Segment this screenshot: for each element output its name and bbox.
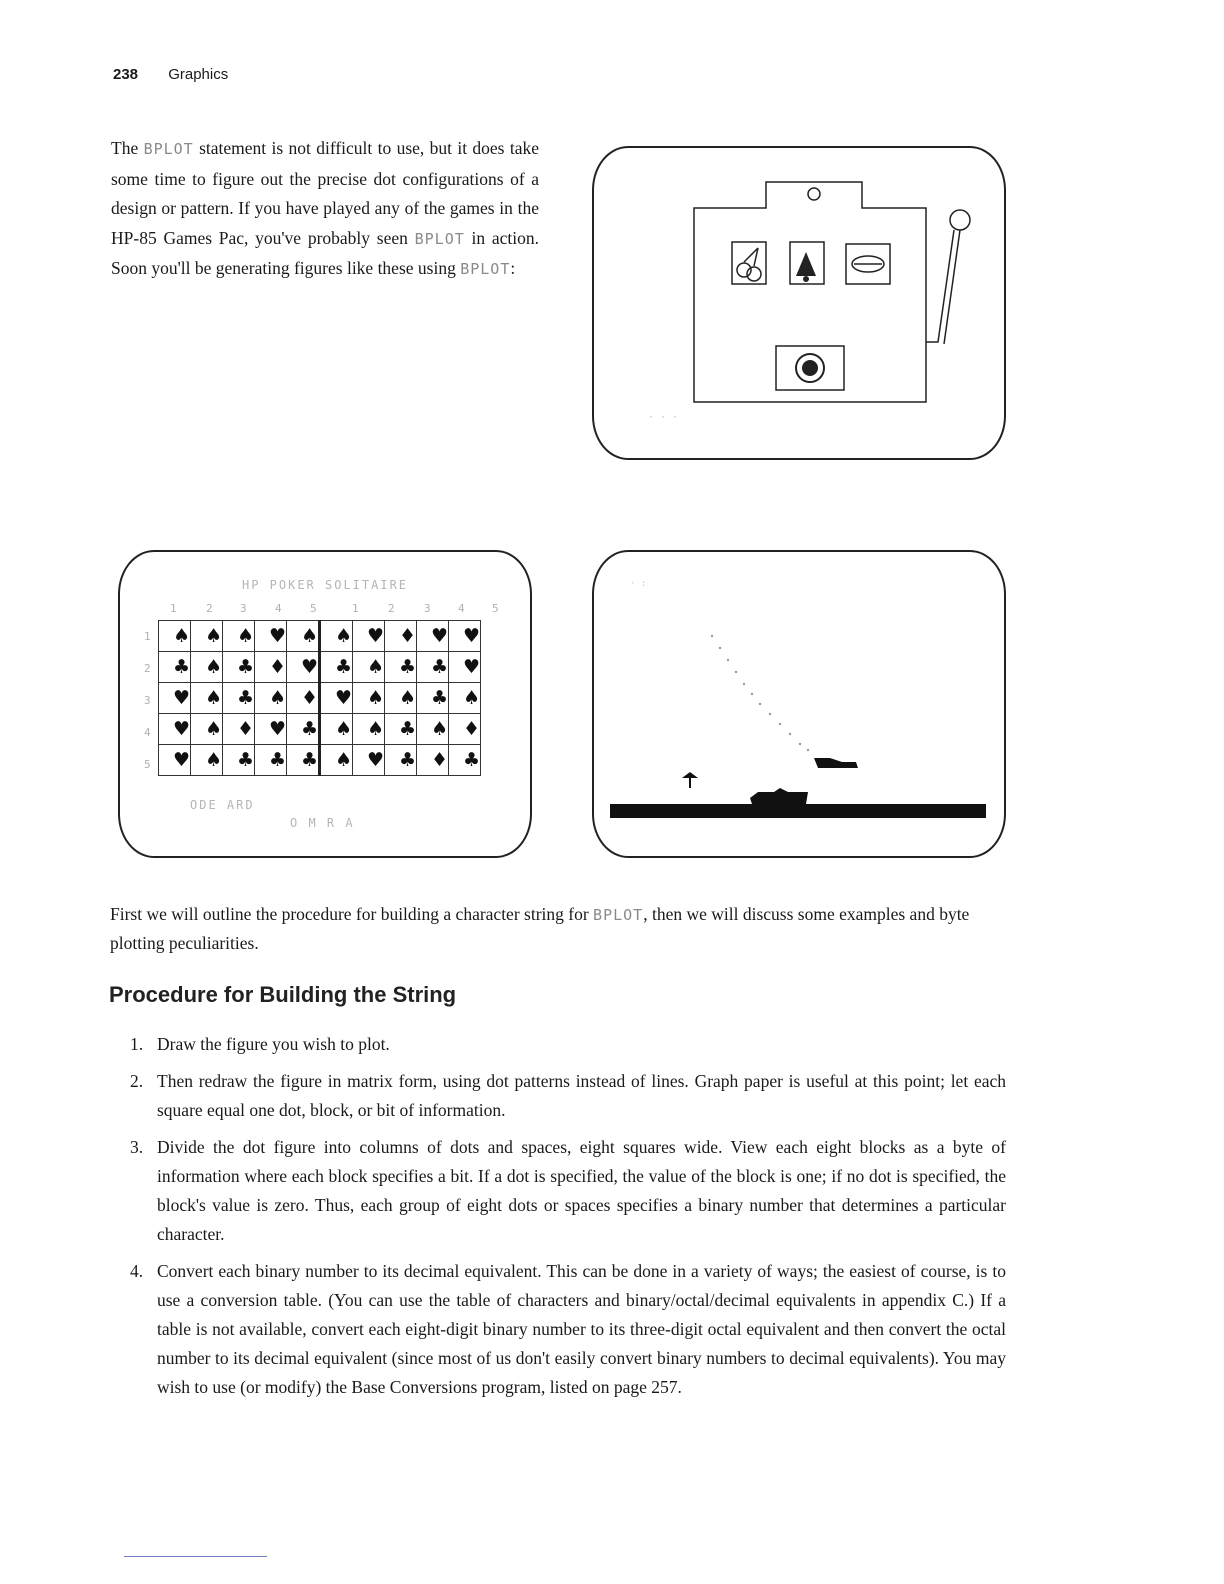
card-cell: ♠ [223,621,255,652]
bell-icon [796,252,816,276]
list-item [110,1257,1006,1402]
card-cell: ♥ [353,621,385,652]
col-number: 2 [206,602,213,615]
bplot-keyword: BPLOT [414,229,465,248]
card-cell: ♣ [159,652,191,683]
card-cell: ♣ [255,745,287,776]
card-cell: ♠ [191,714,223,745]
col-number: 3 [424,602,431,615]
col-number: 1 [170,602,177,615]
card-cell: ♦ [287,683,320,714]
card-cell: ♠ [191,621,223,652]
faint-score: · : [630,579,647,589]
bplot-keyword: BPLOT [143,140,194,158]
col-number: 1 [352,602,359,615]
page-number: 238 [113,66,139,83]
faint-score: · · · [648,412,679,423]
enemy-ship-icon [814,758,858,768]
col-number: 4 [458,602,465,615]
card-cell: ♣ [287,745,320,776]
card-cell: ♦ [417,745,449,776]
card-cell: ♦ [449,714,481,745]
footnote-rule [124,1556,267,1557]
card-cell: ♥ [353,745,385,776]
lever-knob [950,210,970,230]
card-cell: ♠ [255,683,287,714]
poker-solitaire-screen [118,550,532,858]
slot-coin-slot [808,188,820,200]
col-number: 4 [275,602,282,615]
chapter-title: Graphics [168,66,229,83]
poker-footer-bottom: O M R A [290,816,355,830]
card-cell: ♣ [449,745,481,776]
list-item [110,1133,1006,1249]
bplot-keyword: BPLOT [460,260,511,278]
table-row [159,683,481,714]
row-number: 1 [144,630,151,643]
list-item [110,1030,1006,1059]
shell-trajectory [711,635,809,751]
card-cell: ♦ [385,621,417,652]
card-cell: ♣ [287,714,320,745]
page-header [113,66,228,83]
intro-text-1: The [111,138,144,158]
step-text: Divide the dot figure into columns of dots and spaces, eight squares wide. View each eight blocks as a byte of information where each block specifies a bit. If a dot is specified, the value of the block is one; if no dot is specified, the block's value is zero. Thus, each group of eight dots or spaces specifies a binary number that determines a particular character. [157,1137,1006,1244]
table-row [159,652,481,683]
slot-machine-screen [592,146,1006,460]
card-cell: ♥ [449,652,481,683]
card-cell: ♣ [320,652,353,683]
step-text: Convert each binary number to its decimal equivalent. This can be done in a variety of ways; the easiest of course, is to use a conversion table. (You can use the table of characters and binary/octal/decimal equivalents in appendix C.) If a table is not available, convert each eight-digit binary number to its three-digit octal equivalent and then convert the octal number to its decimal equivalent (since most of us don't easily convert binary numbers to decimal equivalents). You may wish to use (or modify) the Base Conversions program, listed on page 257. [157,1261,1006,1397]
poker-title: HP POKER SOLITAIRE [241,578,409,592]
intro-text-2: statement is not difficult to use, but it does take some time to figure out the precise dot configurations of a design or pattern. If you have played any of the games in the HP-85 Games Pac, you've probably seen [111,138,539,248]
card-cell: ♥ [320,683,353,714]
intro-text-4: : [510,258,516,278]
card-cell: ♣ [385,714,417,745]
card-cell: ♠ [353,652,385,683]
row-number: 4 [144,726,151,739]
card-cell: ♥ [255,621,287,652]
col-number: 5 [310,602,317,615]
list-item [110,1067,1006,1125]
card-cell: ♠ [449,683,481,714]
row-number: 2 [144,662,151,675]
step-text: Then redraw the figure in matrix form, using dot patterns instead of lines. Graph paper is useful at this point; let each square equal one dot, block, or bit of information. [157,1071,1006,1120]
body-text-1: First we will outline the procedure for building a character string for [110,904,594,924]
slot-machine-figure [594,148,1004,458]
body-paragraph [110,900,1010,957]
card-cell: ♣ [417,683,449,714]
poker-footer-left: ODE ARD [190,798,255,812]
step-text: Draw the figure you wish to plot. [157,1034,390,1054]
card-cell: ♣ [223,745,255,776]
card-cell: ♣ [385,652,417,683]
row-number: 5 [144,758,151,771]
card-cell: ♠ [191,683,223,714]
card-cell: ♠ [191,652,223,683]
card-cell: ♣ [223,652,255,683]
card-cell: ♠ [287,621,320,652]
card-cell: ♦ [255,652,287,683]
card-cell: ♠ [320,714,353,745]
step-number: 2. [130,1071,144,1091]
card-cell: ♥ [255,714,287,745]
card-cell: ♣ [385,745,417,776]
bplot-keyword: BPLOT [593,906,644,924]
card-cell: ♠ [385,683,417,714]
poker-grid [158,620,481,776]
intro-paragraph [111,134,539,285]
section-title: Procedure for Building the String [109,982,457,1007]
card-cell: ♠ [353,683,385,714]
lever-arm [926,230,960,344]
step-number: 4. [130,1261,144,1281]
body-text-2: , then we will discuss some examples and byte plotting peculiarities. [110,904,970,953]
sea-surface [610,804,986,818]
card-cell: ♠ [191,745,223,776]
col-number: 5 [492,602,499,615]
card-cell: ♥ [159,745,191,776]
table-row [159,745,481,776]
card-cell: ♠ [159,621,191,652]
parachute-icon [682,772,698,778]
card-cell: ♠ [320,745,353,776]
step-number: 3. [130,1137,144,1157]
col-number: 3 [240,602,247,615]
card-cell: ♣ [223,683,255,714]
player-ship-icon [750,788,808,804]
table-row [159,714,481,745]
card-cell: ♠ [320,621,353,652]
card-cell: ♥ [159,683,191,714]
card-cell: ♣ [417,652,449,683]
col-number: 2 [388,602,395,615]
row-number: 3 [144,694,151,707]
procedure-steps [110,1030,1006,1410]
step-number: 1. [130,1034,144,1054]
sea-battle-figure [594,552,1004,856]
reel-cherries-box [732,242,766,284]
card-cell: ♥ [417,621,449,652]
sea-battle-screen [592,550,1006,858]
table-row [159,621,481,652]
intro-text-3: in action. Soon you'll be generating figures like these using [111,227,539,278]
card-cell: ♥ [449,621,481,652]
card-cell: ♦ [223,714,255,745]
card-cell: ♥ [159,714,191,745]
card-cell: ♥ [287,652,320,683]
card-cell: ♠ [353,714,385,745]
card-cell: ♠ [417,714,449,745]
